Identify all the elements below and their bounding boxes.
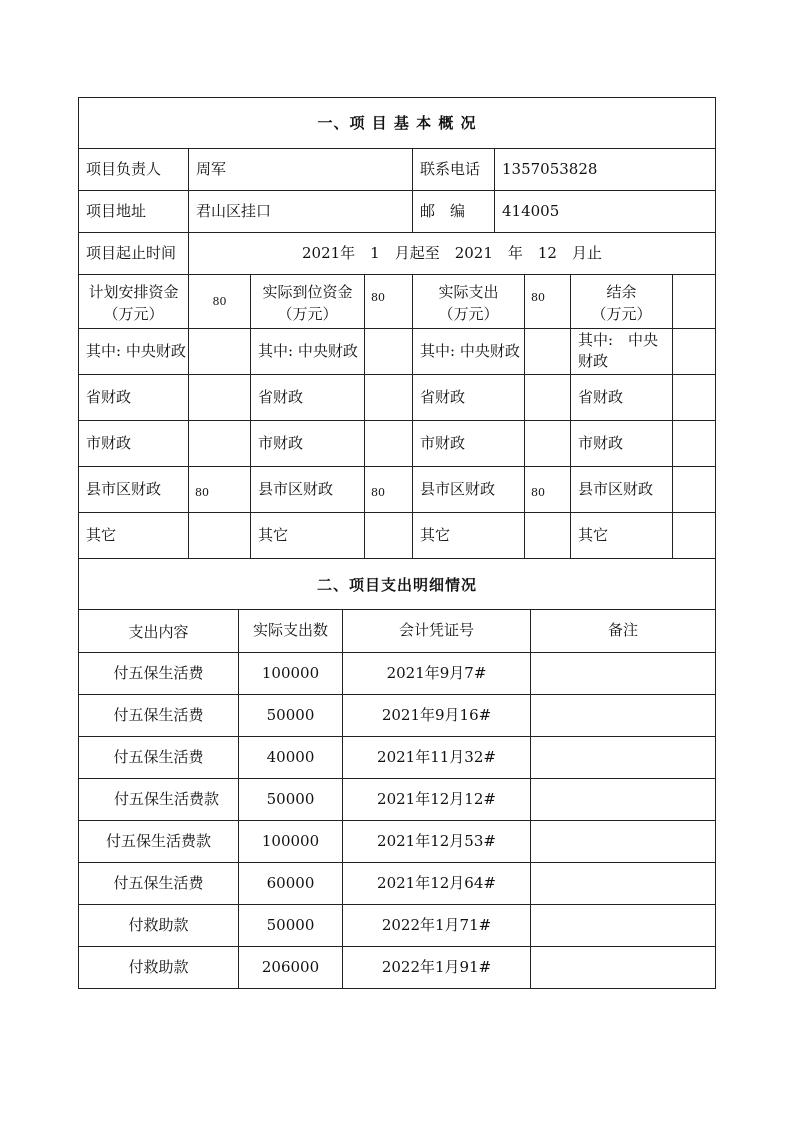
fund-source-label: 市财政 bbox=[420, 434, 466, 452]
expense-voucher: 2022年1月71# bbox=[381, 916, 492, 934]
divider bbox=[78, 512, 716, 513]
header-content: 支出内容 bbox=[128, 623, 189, 641]
fund-source-label: 市财政 bbox=[258, 434, 304, 452]
expense-voucher: 2021年12月12# bbox=[377, 790, 496, 808]
planned-funds-unit: （万元） bbox=[103, 305, 164, 323]
expense-voucher: 2022年1月91# bbox=[381, 958, 492, 976]
phone-label: 联系电话 bbox=[420, 160, 481, 178]
divider bbox=[188, 274, 189, 559]
table-border-right bbox=[715, 97, 716, 989]
divider bbox=[672, 274, 673, 559]
fund-source-label: 省财政 bbox=[258, 388, 304, 406]
planned-funds-label: 计划安排资金 bbox=[88, 283, 179, 301]
expense-amount: 50000 bbox=[266, 790, 315, 808]
fund-source-label: 市财政 bbox=[86, 434, 132, 452]
address-label: 项目地址 bbox=[86, 202, 147, 220]
expense-voucher: 2021年12月64# bbox=[377, 874, 496, 892]
postcode-value: 414005 bbox=[502, 202, 560, 220]
postcode-label: 邮 编 bbox=[420, 202, 466, 220]
expense-amount: 100000 bbox=[261, 664, 320, 682]
divider bbox=[78, 694, 716, 695]
expense-amount: 60000 bbox=[266, 874, 315, 892]
balance-source-label: 县市区财政 bbox=[578, 480, 654, 498]
balance-source-label: 市财政 bbox=[578, 434, 624, 452]
expense-voucher: 2021年12月53# bbox=[377, 832, 496, 850]
balance-source-label: 其它 bbox=[578, 526, 609, 544]
expense-content: 付救助款 bbox=[128, 916, 189, 934]
fund-source-label: 其中: 中央财政 bbox=[420, 342, 520, 360]
section2-title: 二、项目支出明细情况 bbox=[316, 576, 477, 594]
table-border-top bbox=[78, 97, 716, 98]
spent-funds-value: 80 bbox=[531, 291, 545, 304]
fund-source-label: 其中: 中央财政 bbox=[258, 342, 358, 360]
fund-source-label: 其它 bbox=[420, 526, 451, 544]
divider bbox=[78, 232, 716, 233]
expense-content: 付五保生活费 bbox=[113, 874, 204, 892]
spent-funds-label: 实际支出 bbox=[438, 283, 499, 301]
received-funds-unit: （万元） bbox=[277, 305, 338, 323]
planned-value: 80 bbox=[195, 486, 209, 499]
spent-funds-unit: （万元） bbox=[438, 305, 499, 323]
divider bbox=[78, 946, 716, 947]
expense-voucher: 2021年11月32# bbox=[377, 748, 496, 766]
address-value: 君山区挂口 bbox=[196, 202, 272, 220]
expense-amount: 50000 bbox=[266, 706, 315, 724]
phone-value: 1357053828 bbox=[502, 160, 598, 178]
divider bbox=[78, 328, 716, 329]
expense-content: 付五保生活费款 bbox=[113, 790, 219, 808]
spent-value: 80 bbox=[531, 486, 545, 499]
expense-content: 付救助款 bbox=[128, 958, 189, 976]
divider bbox=[78, 466, 716, 467]
divider bbox=[530, 609, 531, 989]
header-amount: 实际支出数 bbox=[252, 621, 328, 639]
balance-unit: （万元） bbox=[591, 305, 652, 323]
expense-amount: 50000 bbox=[266, 916, 315, 934]
divider bbox=[78, 558, 716, 559]
table-border-bottom bbox=[78, 988, 716, 989]
expense-content: 付五保生活费 bbox=[113, 706, 204, 724]
expense-amount: 100000 bbox=[261, 832, 320, 850]
divider bbox=[78, 862, 716, 863]
balance-source-label: 其中: 中央财政 bbox=[578, 331, 659, 370]
divider bbox=[78, 736, 716, 737]
expense-content: 付五保生活费 bbox=[113, 664, 204, 682]
expense-voucher: 2021年9月16# bbox=[381, 706, 492, 724]
balance-source-label: 省财政 bbox=[578, 388, 624, 406]
expense-voucher: 2021年9月7# bbox=[386, 664, 487, 682]
header-voucher: 会计凭证号 bbox=[398, 621, 474, 639]
fund-source-label: 县市区财政 bbox=[420, 480, 496, 498]
expense-amount: 40000 bbox=[266, 748, 315, 766]
fund-source-label: 县市区财政 bbox=[258, 480, 334, 498]
fund-source-label: 省财政 bbox=[86, 388, 132, 406]
expense-content: 付五保生活费 bbox=[113, 748, 204, 766]
received-funds-value: 80 bbox=[371, 291, 385, 304]
fund-source-label: 其它 bbox=[258, 526, 289, 544]
fund-source-label: 其中: 中央财政 bbox=[86, 342, 186, 360]
fund-source-label: 县市区财政 bbox=[86, 480, 162, 498]
divider bbox=[412, 148, 413, 233]
leader-value: 周军 bbox=[196, 160, 227, 178]
divider bbox=[78, 420, 716, 421]
expense-content: 付五保生活费款 bbox=[105, 832, 211, 850]
divider bbox=[78, 652, 716, 653]
fund-source-label: 省财政 bbox=[420, 388, 466, 406]
divider bbox=[78, 609, 716, 610]
divider bbox=[78, 820, 716, 821]
leader-label: 项目负责人 bbox=[86, 160, 162, 178]
balance-label: 结余 bbox=[606, 283, 637, 301]
divider bbox=[78, 904, 716, 905]
received-value: 80 bbox=[371, 486, 385, 499]
divider bbox=[78, 374, 716, 375]
divider bbox=[524, 274, 525, 559]
section1-title: 一、项 目 基 本 概 况 bbox=[317, 114, 477, 132]
divider bbox=[78, 148, 716, 149]
divider bbox=[494, 148, 495, 233]
received-funds-label: 实际到位资金 bbox=[262, 283, 353, 301]
period-value: 2021年 1 月起至 2021 年 12 月止 bbox=[302, 244, 602, 262]
divider bbox=[364, 274, 365, 559]
divider bbox=[78, 190, 716, 191]
planned-funds-value: 80 bbox=[212, 295, 227, 308]
header-note: 备注 bbox=[607, 621, 638, 639]
fund-source-label: 其它 bbox=[86, 526, 117, 544]
period-label: 项目起止时间 bbox=[86, 244, 177, 262]
expense-amount: 206000 bbox=[261, 958, 320, 976]
table-border-left bbox=[78, 97, 79, 989]
divider bbox=[78, 274, 716, 275]
divider bbox=[78, 778, 716, 779]
